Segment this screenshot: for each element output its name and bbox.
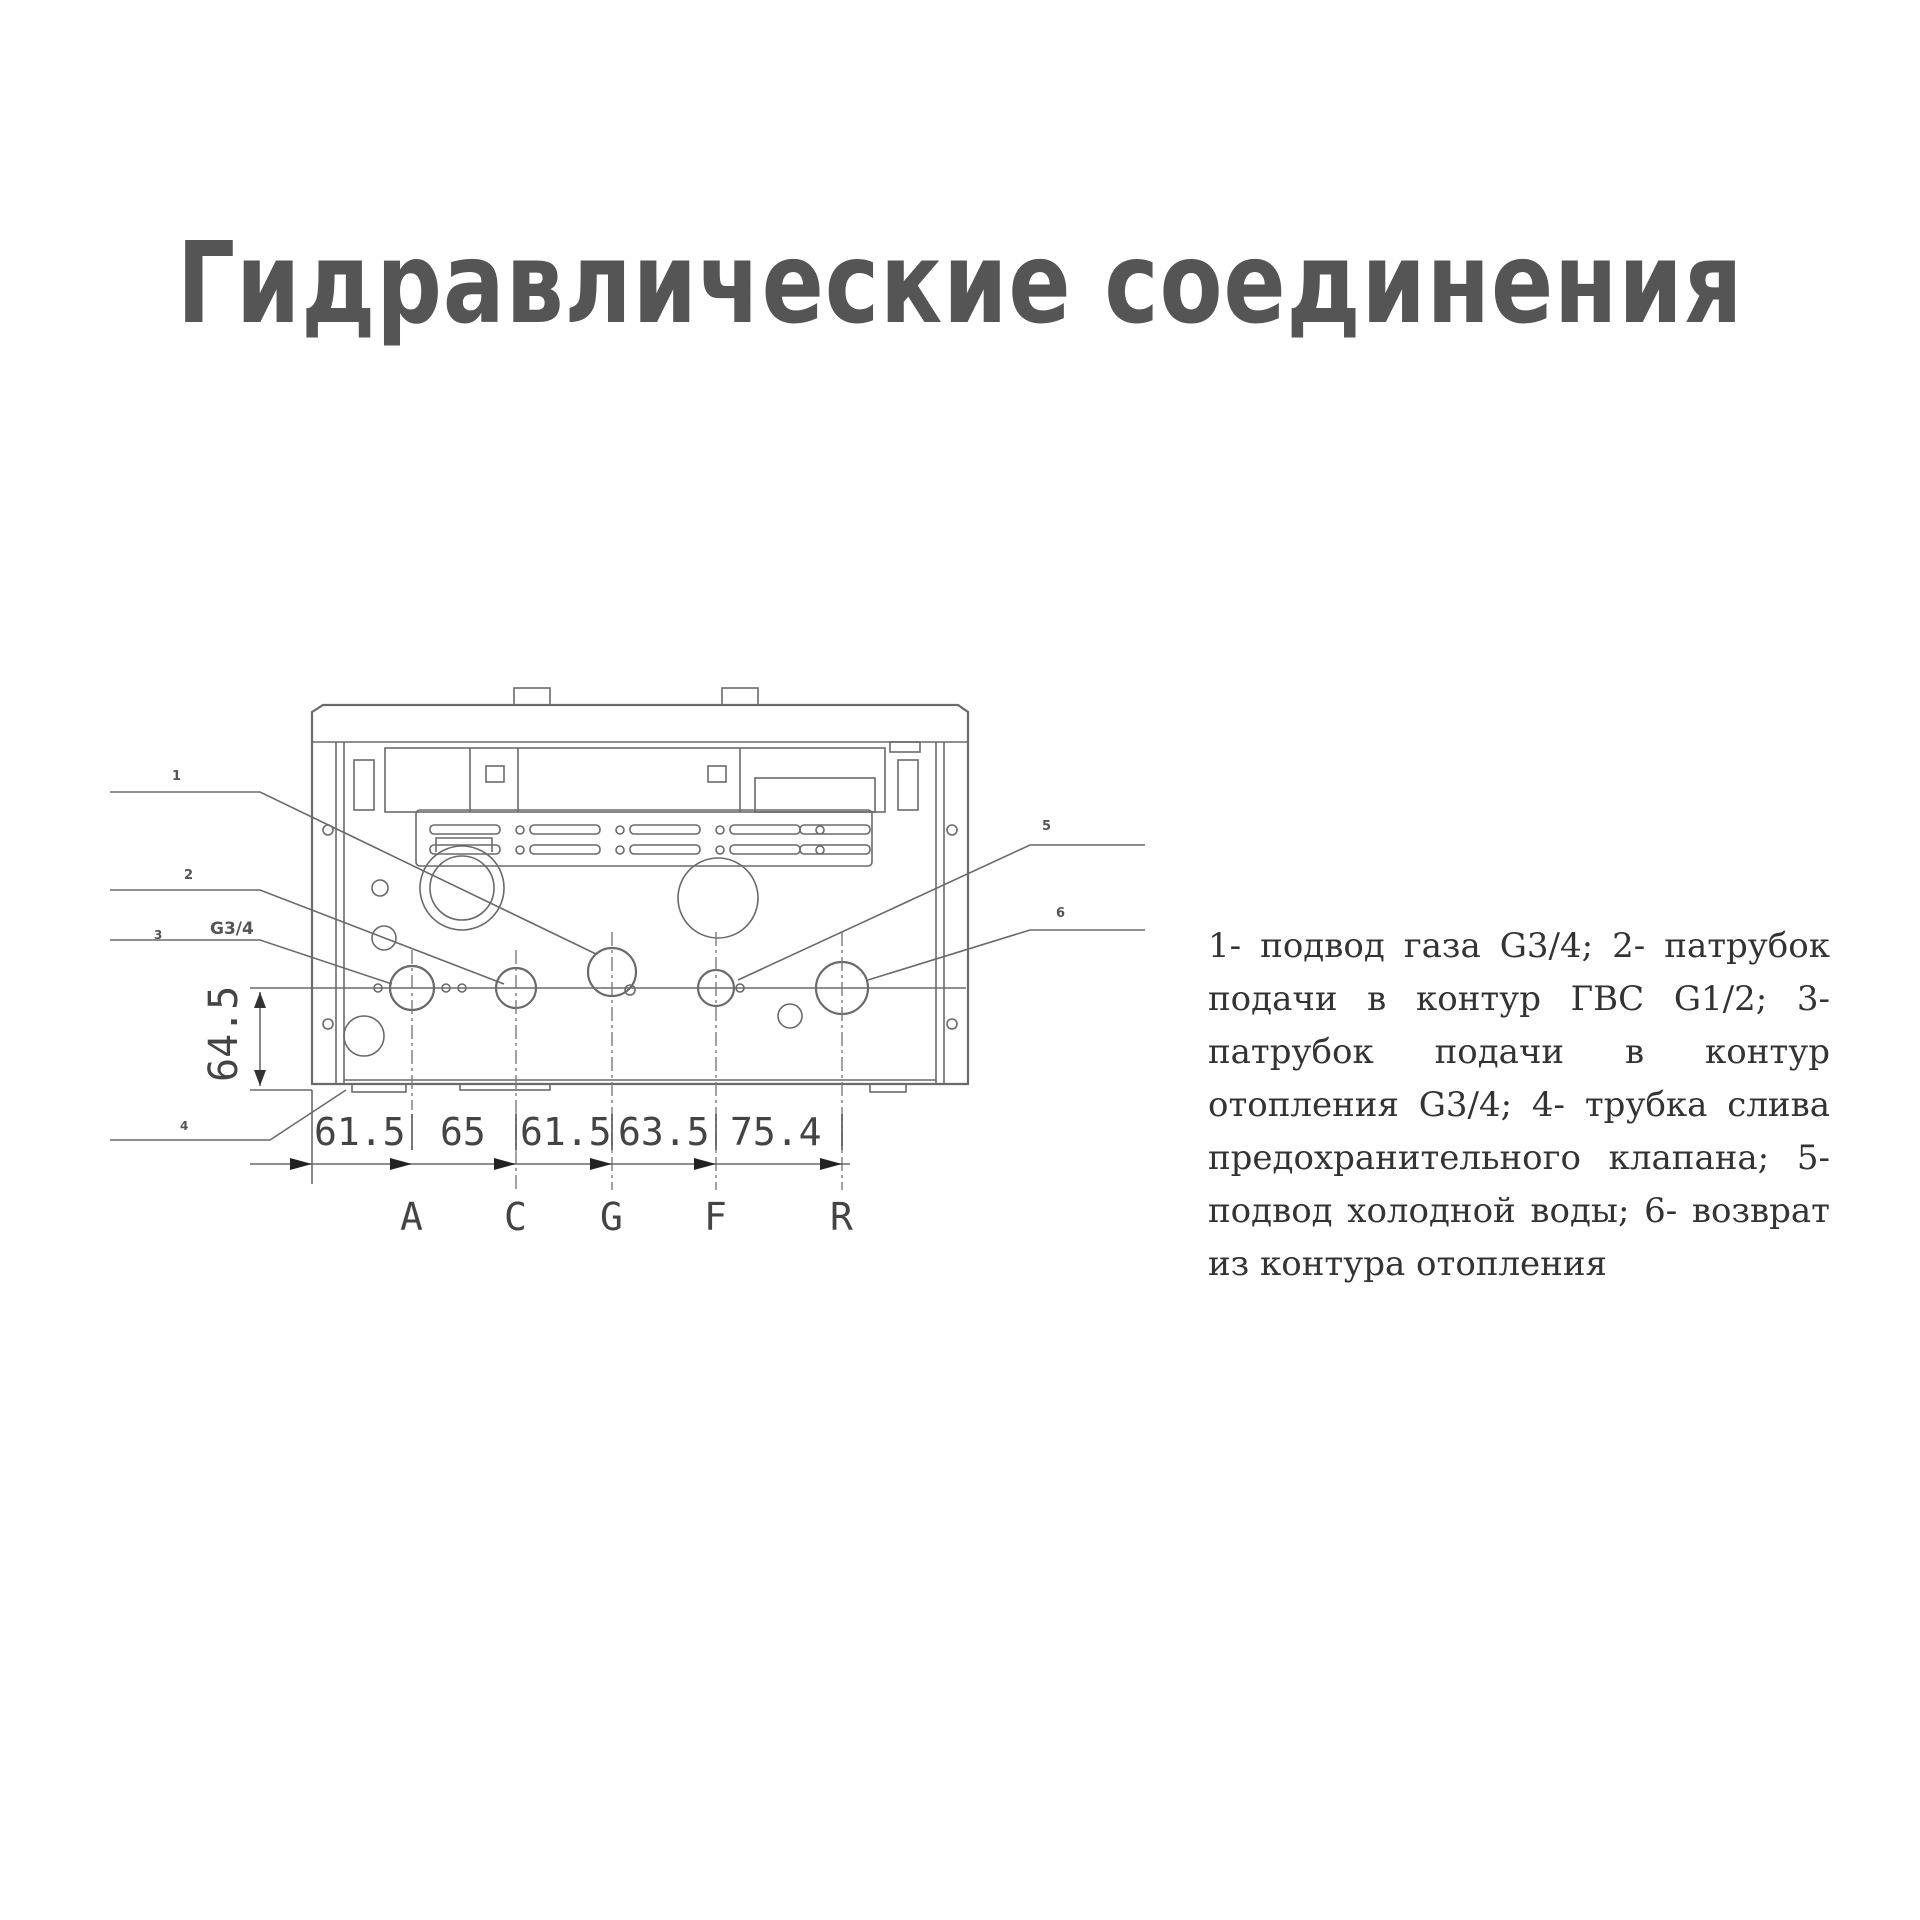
spacing-4: 63.5 xyxy=(618,1110,710,1154)
letter-G: G xyxy=(600,1195,623,1239)
letter-C: C xyxy=(504,1195,527,1239)
spacing-3: 61.5 xyxy=(520,1110,612,1154)
callout-4: 4 xyxy=(180,1119,189,1133)
callout-5: 5 xyxy=(1042,819,1052,834)
bracket-hole xyxy=(616,826,624,834)
height-dimension xyxy=(201,986,312,1090)
bracket-slot xyxy=(530,825,600,834)
bracket-hole xyxy=(616,846,624,854)
thread-label: G3/4 xyxy=(210,919,254,939)
bracket-slot xyxy=(730,825,800,834)
letter-A: A xyxy=(400,1195,423,1239)
spacing-dimensions xyxy=(250,1090,850,1184)
bracket-hole xyxy=(816,846,824,854)
connections-legend: 1- подвод газа G3/4; 2- патрубок подачи в контур ГВС G1/2; 3- патрубок подачи в контур отопления G3/4; 4- трубка слива предохранительного клапана; 5- подвод холодной воды; 6- возврат из контура отопления xyxy=(1208,926,1830,1284)
bracket-hole xyxy=(516,826,524,834)
callout-leaders xyxy=(110,792,1145,1140)
letter-R: R xyxy=(830,1195,853,1239)
bracket-hole xyxy=(716,846,724,854)
bracket-slot xyxy=(730,845,800,854)
height-value: 64.5 xyxy=(201,985,247,1082)
letter-F: F xyxy=(704,1195,727,1239)
spacing-5: 75.4 xyxy=(730,1110,822,1154)
bracket-slot xyxy=(800,845,870,854)
bracket-slot xyxy=(430,825,500,834)
bracket-slot xyxy=(530,845,600,854)
bracket-slot xyxy=(800,825,870,834)
bracket-hole xyxy=(716,826,724,834)
page-title: Гидравлические соединения xyxy=(176,219,1744,349)
bracket-slot xyxy=(630,825,700,834)
bracket-hole xyxy=(816,826,824,834)
bracket-slot xyxy=(630,845,700,854)
connection-letters xyxy=(400,1195,853,1239)
burner-assembly xyxy=(323,742,957,1029)
bracket-hole xyxy=(516,846,524,854)
callout-6: 6 xyxy=(1056,906,1066,921)
spacing-1: 61.5 xyxy=(314,1110,406,1154)
spacing-2: 65 xyxy=(440,1110,486,1154)
callout-2: 2 xyxy=(184,868,194,883)
callout-3: 3 xyxy=(154,928,163,942)
callout-1: 1 xyxy=(172,769,182,784)
boiler-connection-diagram xyxy=(100,670,1180,1250)
